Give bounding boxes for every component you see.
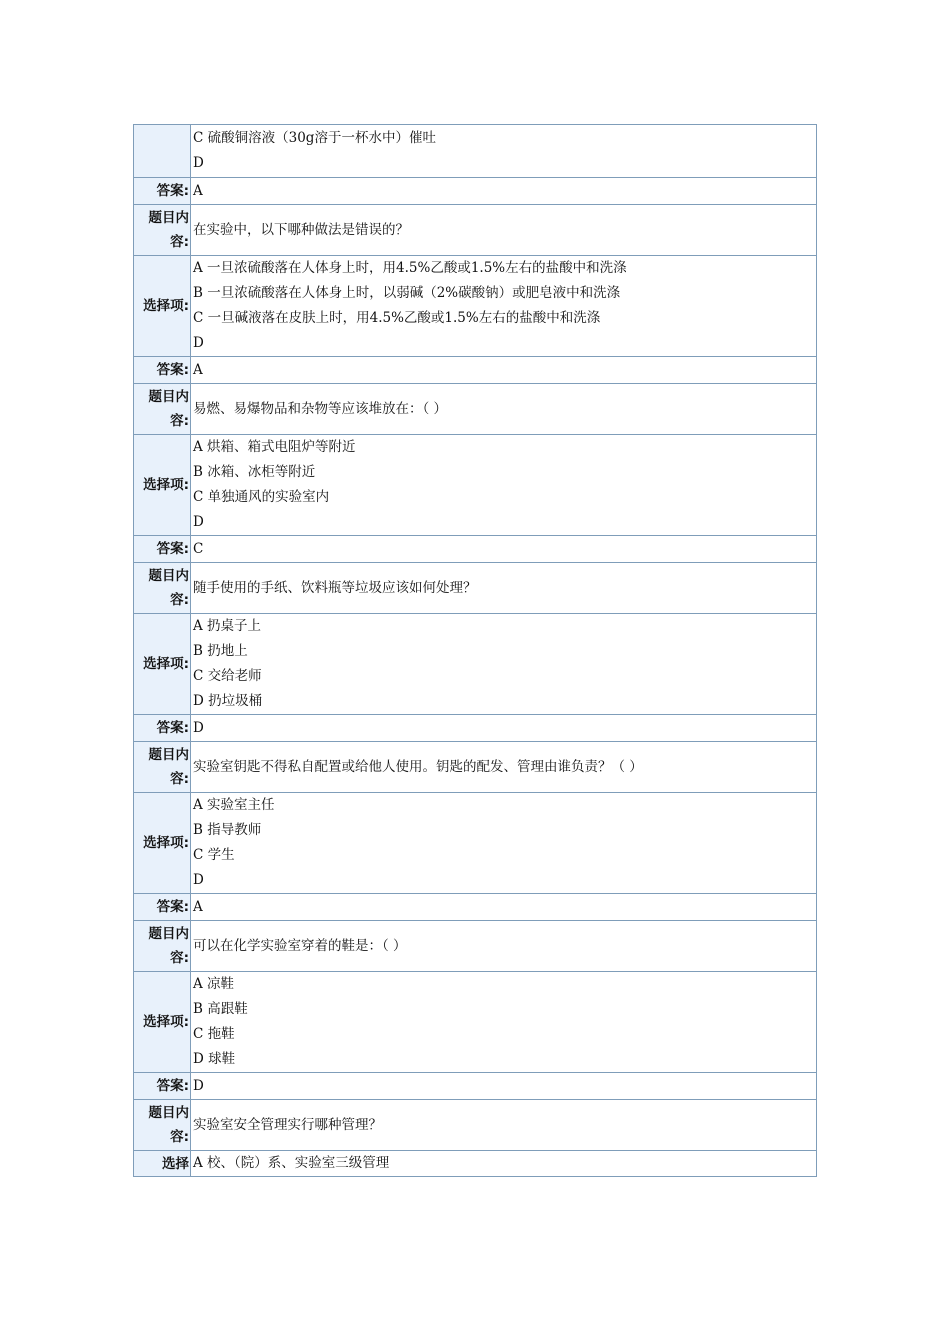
question-row [134, 1100, 817, 1151]
options-label: 选择项: [134, 256, 191, 357]
options-row [134, 614, 817, 715]
question-label: 题目内容: [134, 205, 191, 256]
question-label: 题目内容: [134, 742, 191, 793]
option-d: D 扔垃圾桶 [193, 693, 263, 709]
option-d: D [193, 335, 204, 351]
question-text: 随手使用的手纸、饮料瓶等垃圾应该如何处理？ [191, 563, 817, 614]
option-c: C 交给老师 [193, 668, 262, 684]
options-row [134, 435, 817, 536]
question-label: 题目内容: [134, 563, 191, 614]
options-cell [191, 972, 817, 1073]
answer-row [134, 715, 817, 742]
option-b: B 一旦浓硫酸落在人体身上时，以弱碱（2%碳酸钠）或肥皂液中和洗涤 [193, 285, 621, 301]
answer-value: C [191, 536, 817, 563]
answer-label: 答案: [134, 178, 191, 205]
question-text: 在实验中，以下哪种做法是错误的？ [191, 205, 817, 256]
option-c: C 单独通风的实验室内 [193, 489, 330, 505]
answer-row [134, 178, 817, 205]
question-text: 可以在化学实验室穿着的鞋是：（ ） [191, 921, 817, 972]
question-row [134, 384, 817, 435]
question-text: 实验室安全管理实行哪种管理？ [191, 1100, 817, 1151]
options-cell [191, 435, 817, 536]
options-cell [191, 125, 817, 178]
question-row [134, 205, 817, 256]
answer-row [134, 1073, 817, 1100]
answer-label: 答案: [134, 894, 191, 921]
question-table [133, 124, 817, 1177]
options-cell [191, 614, 817, 715]
question-label: 题目内容: [134, 384, 191, 435]
option-c: C 学生 [193, 847, 235, 863]
options-row [134, 793, 817, 894]
option-b: B 指导教师 [193, 822, 262, 838]
question-text: 易燃、易爆物品和杂物等应该堆放在：（ ） [191, 384, 817, 435]
option-a: A 一旦浓硫酸落在人体身上时，用4.5%乙酸或1.5%左右的盐酸中和洗涤 [193, 260, 627, 276]
question-label: 题目内容: [134, 1100, 191, 1151]
option-c: C 一旦碱液落在皮肤上时，用4.5%乙酸或1.5%左右的盐酸中和洗涤 [193, 310, 601, 326]
options-row [134, 125, 817, 178]
option-a: A 扔桌子上 [193, 618, 262, 634]
answer-row [134, 536, 817, 563]
answer-label: 答案: [134, 715, 191, 742]
answer-row [134, 357, 817, 384]
option-a: A 校、（院）系、实验室三级管理 [191, 1151, 817, 1177]
options-label [134, 125, 191, 178]
option-d: D [193, 872, 204, 888]
answer-label: 答案: [134, 357, 191, 384]
options-label: 选择项: [134, 435, 191, 536]
question-text: 实验室钥匙不得私自配置或给他人使用。钥匙的配发、管理由谁负责？（ ） [191, 742, 817, 793]
answer-row [134, 894, 817, 921]
answer-value: D [191, 1073, 817, 1100]
answer-value: A [191, 357, 817, 384]
options-label: 选择项: [134, 614, 191, 715]
options-cell [191, 256, 817, 357]
options-row [134, 1151, 817, 1177]
options-label: 选择 [134, 1151, 191, 1177]
options-row [134, 256, 817, 357]
answer-label: 答案: [134, 1073, 191, 1100]
option-c: C 硫酸铜溶液（30g溶于一杯水中）催吐 [193, 130, 436, 146]
options-label: 选择项: [134, 972, 191, 1073]
answer-value: A [191, 178, 817, 205]
answer-label: 答案: [134, 536, 191, 563]
answer-value: A [191, 894, 817, 921]
question-row [134, 742, 817, 793]
option-d: D 球鞋 [193, 1051, 236, 1067]
option-c: C 拖鞋 [193, 1026, 235, 1042]
option-a: A 烘箱、箱式电阻炉等附近 [193, 439, 356, 455]
answer-value: D [191, 715, 817, 742]
option-b: B 扔地上 [193, 643, 248, 659]
option-d: D [193, 155, 204, 171]
options-cell [191, 793, 817, 894]
option-d: D [193, 514, 204, 530]
options-row [134, 972, 817, 1073]
options-label: 选择项: [134, 793, 191, 894]
option-a: A 凉鞋 [193, 976, 235, 992]
question-label: 题目内容: [134, 921, 191, 972]
question-row [134, 921, 817, 972]
option-b: B 冰箱、冰柜等附近 [193, 464, 316, 480]
option-a: A 实验室主任 [193, 797, 275, 813]
question-row [134, 563, 817, 614]
option-b: B 高跟鞋 [193, 1001, 248, 1017]
